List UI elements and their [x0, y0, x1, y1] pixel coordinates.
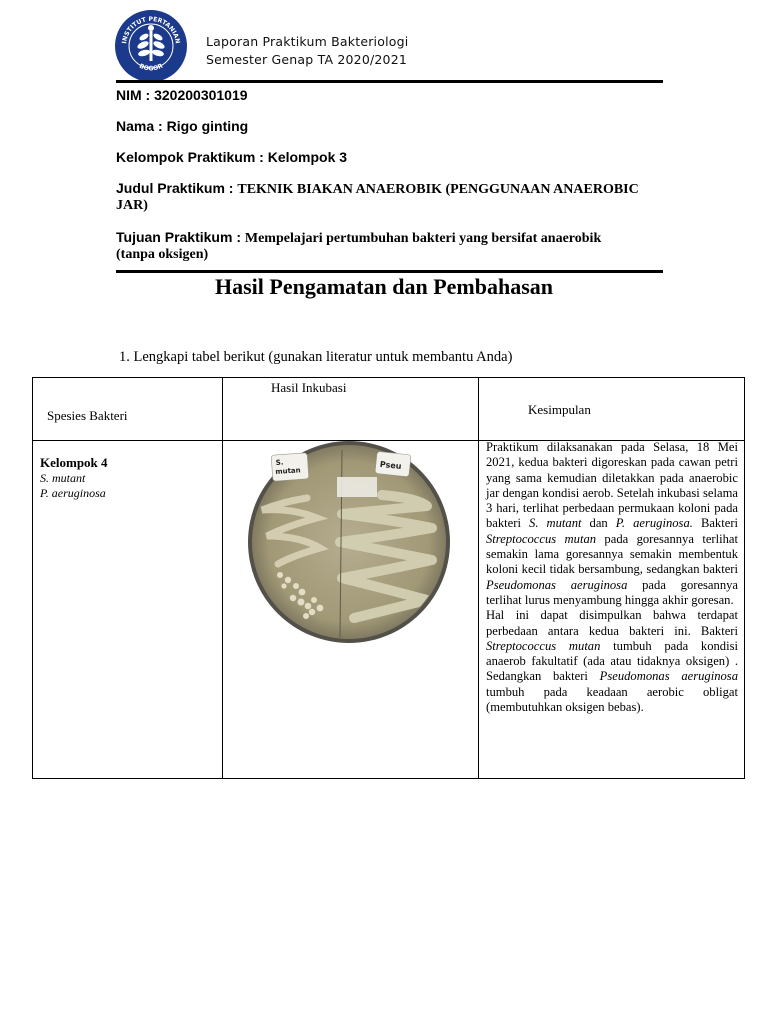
conclusion-text: tumbuh pada keadaan aerobic obligat (membutuhkan oksigen bebas).	[486, 684, 738, 715]
nama-value: Rigo ginting	[166, 118, 249, 134]
tujuan-value-2: (tanpa oksigen)	[116, 247, 209, 262]
header-line-1: Laporan Praktikum Bakteriologi	[206, 34, 409, 49]
conclusion-text: Bakteri	[692, 516, 739, 531]
conclusion-text: dan	[581, 516, 616, 531]
group-label: Kelompok 4	[40, 455, 108, 470]
section-title: Hasil Pengamatan dan Pembahasan	[215, 274, 553, 299]
plate-label-left-text-2: mutan	[275, 466, 301, 477]
judul-line	[116, 180, 696, 214]
species-1: S. mutant	[40, 471, 86, 485]
results-table	[32, 377, 745, 779]
tujuan-line	[116, 229, 696, 263]
conclusion-italic: P. aeruginosa.	[615, 516, 693, 531]
logo-text-bottom: BOGOR	[138, 62, 164, 73]
conclusion-italic: Pseudomonas aeruginosa	[599, 669, 738, 684]
header-species: Spesies Bakteri	[47, 408, 128, 423]
conclusion-paragraph-2	[486, 608, 738, 715]
header-conclusion: Kesimpulan	[528, 402, 591, 417]
header-line-2: Semester Genap TA 2020/2021	[206, 52, 407, 67]
institution-logo	[114, 9, 188, 83]
nama-line	[116, 118, 696, 136]
conclusion-cell	[486, 440, 738, 715]
species-cell	[40, 455, 108, 501]
tujuan-value-1: Mempelajari pertumbuhan bakteri yang bersifat anaerobik	[244, 231, 602, 246]
conclusion-text: pada goresannya terlihat semakin lama goresannya semakin membentuk koloni kecil tidak bersambung, sedangkan bakteri	[486, 531, 738, 577]
plate-label-left-text-1: S.	[275, 458, 284, 467]
kelompok-label: Kelompok Praktikum :	[116, 149, 268, 165]
nim-label: NIM :	[116, 87, 155, 103]
logo-text-top: INSTITUT PERTANIAN	[121, 15, 181, 45]
header-incubation: Hasil Inkubasi	[271, 380, 347, 395]
nim-value: 320200301019	[154, 87, 248, 103]
conclusion-text: pada goresannya terlihat lurus menyambung hingga akhir goresan.	[486, 577, 739, 607]
tape-strip	[337, 477, 377, 497]
report-header	[206, 33, 408, 69]
tujuan-label: Tujuan Praktikum :	[116, 229, 245, 245]
conclusion-italic: Pseudomonas aeruginosa	[486, 577, 628, 592]
question-text: 1. Lengkapi tabel berikut (gunakan literatur untuk membantu Anda)	[119, 349, 513, 365]
conclusion-text: tumbuh pada kondisi anaerob fakultatif (ada atau tidaknya oksigen) . Sedangkan bakteri	[486, 638, 738, 684]
judul-label: Judul Praktikum :	[116, 180, 238, 196]
conclusion-italic: S. mutant	[529, 516, 582, 531]
petri-dish-photo	[222, 440, 478, 646]
judul-value-2: JAR)	[116, 198, 148, 213]
species-2: P. aeruginosa	[40, 486, 106, 500]
judul-value-1: TEKNIK BIAKAN ANAEROBIK (PENGGUNAAN ANAEROBIC	[237, 182, 639, 197]
conclusion-italic: Streptococcus mutan	[486, 531, 597, 546]
conclusion-text: Hal ini dapat disimpulkan bahwa terdapat perbedaan antara kedua bakteri ini. Bakteri	[486, 608, 738, 638]
conclusion-text: Praktikum dilaksanakan pada Selasa, 18 Mei 2021, kedua bakteri digoreskan pada cawan petri yang sama kemudian diletakkan pada anaerobic jar dengan kondisi aerob. Setelah inkubasi selama 3 hari, terlihat perbedaan permukaan koloni pada bakteri	[486, 440, 738, 531]
plate-label-right-text: Pseu	[379, 459, 402, 471]
kelompok-line	[116, 149, 696, 167]
kelompok-value: Kelompok 3	[267, 149, 348, 165]
info-divider	[116, 270, 663, 273]
nim-line	[116, 87, 696, 105]
conclusion-paragraph-1	[486, 440, 738, 608]
conclusion-italic: Streptococcus mutan	[486, 638, 601, 653]
nama-label: Nama :	[116, 118, 167, 134]
header-divider	[116, 80, 663, 83]
table-col-divider-2	[478, 378, 479, 778]
